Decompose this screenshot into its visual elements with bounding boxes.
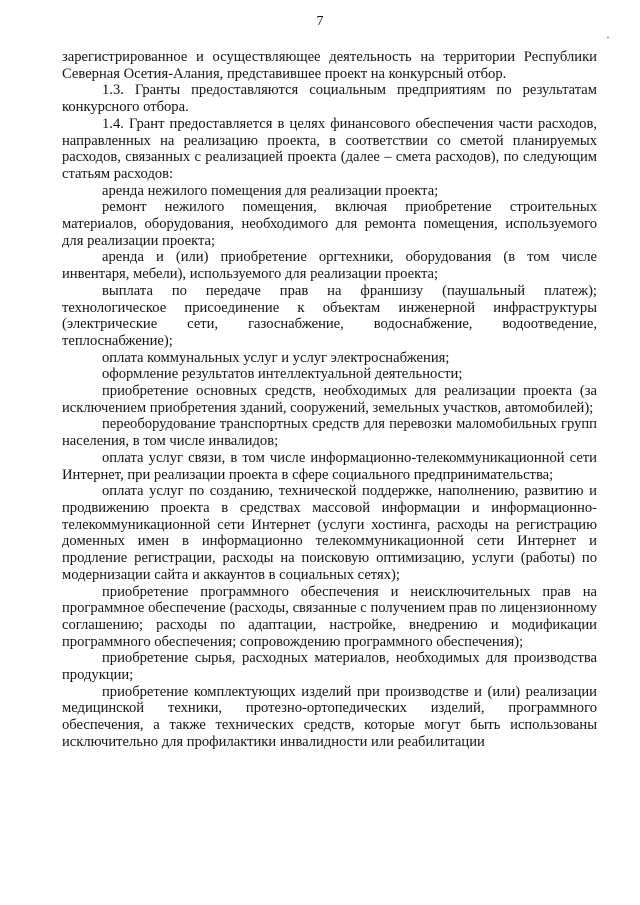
page-number: 7 [316,14,324,29]
paragraph: оплата услуг связи, в том числе информационно-телекоммуникационной сети Интернет, при реализации проекта в сфере социального предпринимательства; [62,449,597,483]
paragraph: оформление результатов интеллектуальной деятельности; [102,366,463,383]
paragraph: оплата коммунальных услуг и услуг электроснабжения; [102,349,450,366]
paragraph: ремонт нежилого помещения, включая приобретение строительных материалов, оборудования, необходимого для ремонта помещения, используемого для реализации проекта; [62,199,597,249]
paragraph: выплата по передаче прав на франшизу (паушальный платеж); технологическое присоединение к объектам инженерной инфраструктуры (электрические сети, газоснабжение, водоснабжение, водоотведение, теплоснабжение); [62,282,597,349]
paragraph: переоборудование транспортных средств для перевозки маломобильных групп населения, в том числе инвалидов; [62,416,597,450]
paragraph: аренда нежилого помещения для реализации проекта; [102,182,439,199]
paragraph: приобретение сырья, расходных материалов, необходимых для производства продукции; [62,650,597,684]
paragraph: оплата услуг по созданию, технической поддержке, наполнению, развитию и продвижению проекта в средствах массовой информации и информационно-телекоммуникационной сети Интернет (услуги хостинга, расходы на регистрацию доменных имен в информационно телекоммуникационной сети Интернет и продление регистрации, расходы на поисковую оптимизацию, услуги (работы) по модернизации сайта и аккаунтов в социальных сетях); [62,483,597,583]
paragraph: аренда и (или) приобретение оргтехники, оборудования (в том числе инвентаря, мебели), используемого для реализации проекта; [62,249,597,283]
document-body [62,49,597,751]
paragraph: зарегистрированное и осуществляющее деятельность на территории Республики Северная Осетия-Алания, представившее проект на конкурсный отбор. [62,49,597,82]
paragraph: приобретение программного обеспечения и неисключительных прав на программное обеспечение (расходы, связанные с получением прав по лицензионному соглашению; расходы по адаптации, настройке, внедрению и модификации программного обеспечения; сопровождению программного обеспечения); [62,583,597,650]
paragraph: 1.3. Гранты предоставляются социальным предприятиям по результатам конкурсного отбора. [62,82,597,116]
paragraph: 1.4. Грант предоставляется в целях финансового обеспечения части расходов, направленных на реализацию проекта, в соответствии со сметой планируемых расходов, связанных с реализацией проекта (далее – смета расходов), по следующим статьям расходов: [62,115,597,182]
paragraph: приобретение основных средств, необходимых для реализации проекта (за исключением приобретения зданий, сооружений, земельных участков, автомобилей); [62,383,597,416]
scan-mark: · [606,30,610,44]
paragraph: приобретение комплектующих изделий при производстве и (или) реализации медицинской техники, протезно-ортопедических изделий, программного обеспечения, а также технических средств, которые могут быть использованы исключительно для профилактики инвалидности или реабилитации [62,683,597,750]
